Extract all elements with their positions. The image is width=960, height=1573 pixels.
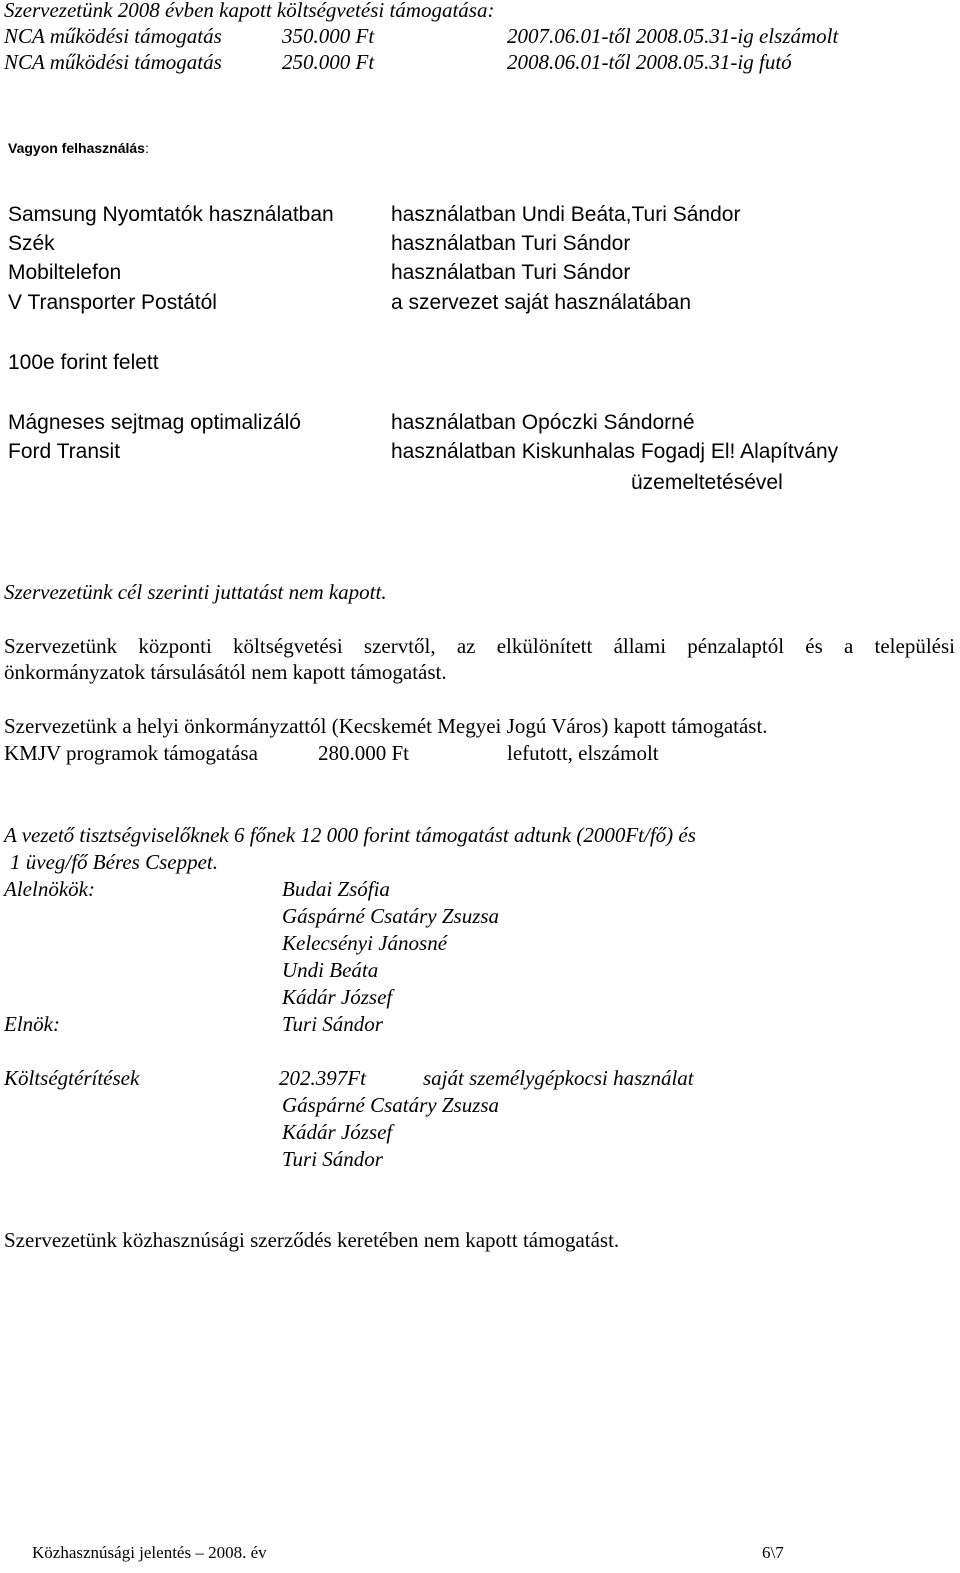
footer-title: Közhasznúsági jelentés – 2008. év — [32, 1543, 267, 1562]
no-goal-support-text: Szervezetünk cél szerinti juttatást nem kapott. — [4, 580, 387, 604]
asset-name-4: V Transporter Postától — [8, 291, 217, 314]
assets-heading-bold: Vagyon felhasználás — [8, 140, 145, 156]
footer-page-number: 6\7 — [762, 1543, 784, 1562]
budget-row-1-period: 2007.06.01-től 2008.05.31-ig elszámolt — [507, 24, 839, 48]
vice-president-name-2: Gáspárné Csatáry Zsuzsa — [282, 904, 500, 928]
expenses-name-3: Turi Sándor — [282, 1147, 383, 1171]
central-support-line-1: Szervezetünk központi költségvetési szervtől, az elkülönített állami pénzalaptól és a települési — [4, 634, 955, 658]
president-label: Elnök: — [4, 1012, 60, 1036]
local-support-text: Szervezetünk a helyi önkormányzattól (Kecskemét Megyei Jogú Város) kapott támogatást. — [4, 714, 768, 738]
closing-text: Szervezetünk közhasznúsági szerződés keretében nem kapott támogatást. — [4, 1228, 620, 1252]
asset-over-status-2-cont: üzemeltetésével — [631, 471, 783, 494]
asset-status-3: használatban Turi Sándor — [391, 261, 631, 284]
kmjv-program-status: lefutott, elszámolt — [507, 741, 659, 765]
asset-over-status-2: használatban Kiskunhalas Fogadj El! Alapítvány — [391, 440, 839, 463]
vice-president-name-3: Kelecsényi Jánosné — [282, 931, 448, 955]
vice-presidents-label: Alelnökök: — [4, 877, 95, 901]
kmjv-program-name: KMJV programok támogatása — [4, 741, 258, 765]
asset-status-1: használatban Undi Beáta,Turi Sándor — [391, 203, 741, 226]
asset-name-2: Szék — [8, 232, 55, 255]
budget-row-1-amount: 350.000 Ft — [282, 24, 375, 48]
president-name: Turi Sándor — [282, 1012, 383, 1036]
vice-president-name-5: Kádár József — [282, 985, 393, 1009]
assets-heading — [8, 140, 149, 156]
vice-president-name-1: Budai Zsófia — [282, 877, 390, 901]
asset-over-name-1: Mágneses sejtmag optimalizáló — [8, 411, 301, 434]
budget-row-2-name: NCA működési támogatás — [4, 50, 222, 74]
assets-heading-colon: : — [144, 140, 149, 156]
budget-heading: Szervezetünk 2008 évben kapott költségvetési támogatása: — [4, 0, 495, 22]
vice-president-name-4: Undi Beáta — [282, 958, 379, 982]
expenses-amount: 202.397Ft — [279, 1066, 366, 1090]
budget-row-1-name: NCA működési támogatás — [4, 24, 222, 48]
expenses-description: saját személygépkocsi használat — [423, 1066, 694, 1090]
asset-status-2: használatban Turi Sándor — [391, 232, 631, 255]
asset-over-status-1: használatban Opóczki Sándorné — [391, 411, 695, 434]
officers-intro-line-1: A vezető tisztségviselőknek 6 főnek 12 000 forint támogatást adtunk (2000Ft/fő) és — [4, 823, 696, 847]
asset-name-1: Samsung Nyomtatók használatban — [8, 203, 334, 226]
expenses-label: Költségtérítések — [4, 1066, 140, 1090]
expenses-name-1: Gáspárné Csatáry Zsuzsa — [282, 1093, 500, 1117]
budget-row-2-amount: 250.000 Ft — [282, 50, 375, 74]
expenses-name-2: Kádár József — [282, 1120, 393, 1144]
asset-name-3: Mobiltelefon — [8, 261, 122, 284]
asset-status-4: a szervezet saját használatában — [391, 291, 692, 314]
over-100k-heading: 100e forint felett — [8, 351, 159, 374]
central-support-line-2: önkormányzatok társulásától nem kapott támogatást. — [4, 660, 447, 684]
kmjv-program-amount: 280.000 Ft — [318, 741, 410, 765]
asset-over-name-2: Ford Transit — [8, 440, 121, 463]
officers-intro-line-2: 1 üveg/fő Béres Cseppet. — [10, 850, 219, 874]
budget-row-2-period: 2008.06.01-től 2008.05.31-ig futó — [507, 50, 792, 74]
